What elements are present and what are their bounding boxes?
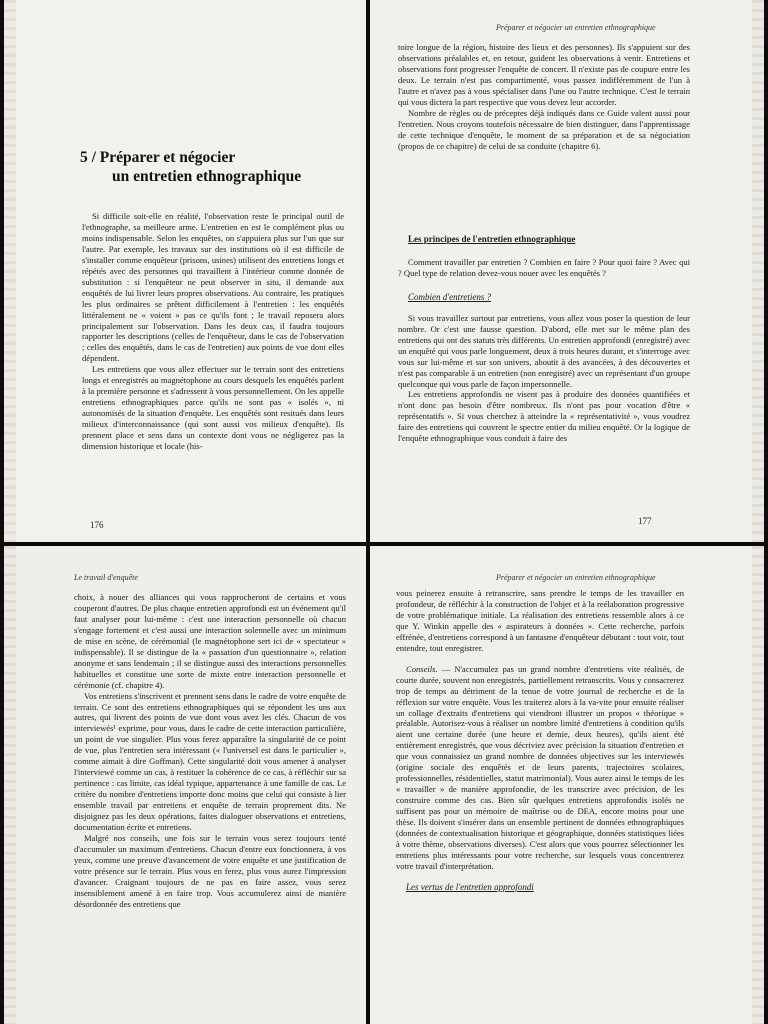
body-text [82, 211, 344, 452]
page-177 [370, 0, 764, 542]
running-head: Préparer et négocier un entretien ethnographique [496, 573, 656, 582]
subsection-heading: Les vertus de l'entretien approfondi [406, 881, 534, 892]
subsection-heading: Combien d'entretiens ? [408, 291, 492, 302]
paragraph: vous peinerez ensuite à retranscrire, sans prendre le temps de les travailler en profondeur, de réfléchir à la construction de l'objet et à la reélaboration progressive de votre problématique initiale. La réalisation des entretiens ressemble alors à ce que Y. Winkin appelle des « aspirateurs à données ». Cette recherche, parfois effrénée, d'entretiens correspond à un fantasme d'enquêteur débutant : tout voir, tout entendre, tout enregistrer. [396, 588, 684, 653]
section-principles [398, 234, 690, 444]
conseils-paragraph [396, 664, 684, 872]
paragraph: Si vous travaillez surtout par entretiens, vous allez vous poser la question de leur nombre. Or c'est une fausse question. D'abord, elle met sur le même plan des entretiens qui ont des statuts très différents. Un entretien approfondi (enregistré) avec un enquêté qui vous parle longuement, deux à trois heures durant, et s'interroge avec vous sur lui-même et sur son univers, aboutit à des avancées, à des découvertes et n'est pas comparable à un entretien (non enregistré) avec un représentant d'un groupe quelconque qui vous parle de façon impersonnelle. [398, 312, 690, 389]
conseils-text: — N'accumulez pas un grand nombre d'entretiens vite réalisés, de courte durée, souvent non enregistrés, partiellement retranscrits. Vous y consacrerez trop de temps au détriment de la tenue de votre journal de recherche et de la réflexion sur votre enquête. Vous les traiterez alors à la va-vite pour ensuite réaliser un collage d'extraits d'entretiens qui viendront illustrer un propos « théorique » préalable. Autorisez-vous à réaliser un nombre limité d'entretiens à condition qu'ils aient une certaine durée (une heure et demie, deux heures), qu'ils aient été entièrement enregistrés, que vous décriviez avec précision la situation d'entretien et que vous connaissiez un grand nombre de données objectives sur les interviewés (origine sociale des enquêtés et de leurs parents, trajectoires scolaires, professionnelles, résidentielles, statut matrimonial). Vous aurez ainsi le temps de les « travailler » de manière approfondie, de les transcrire avec précision, de les construire comme des cas. Bien sûr quelques entretiens approfondis isolés ne suffisent pas pour un mémoire de maîtrise ou de DEA, encore moins pour une thèse. Ils doivent s'insérer dans un ensemble pertinent de données ethnographiques (données de contextualisation historique et géographique, données statistiques liées à votre thème, observations diverses). C'est alors que vous pourrez sélectionner les entretiens plus intéressants pour votre recherche, sur lesquels vous concentrerez votre travail d'interprétation. [396, 663, 684, 871]
page-gutter-shadow [752, 0, 764, 542]
paragraph: choix, à nouer des alliances qui vous rapprocheront de certains et vous couperont d'autres. De plus chaque entretien approfondi est un événement qu'il faut analyser pour lui-même : c'est une interaction personnelle où chacun s'engage fortement et c'est aussi une interaction solennelle avec un minimum de mise en scène, de cérémonial (le magnétophone sert ici de « spectateur » indispensable). Il se distingue de la « passation d'un questionnaire », relation anonyme et sans lendemain ; il se distingue aussi des interactions personnelles habituelles et constitue une sorte de mixte entre interaction personnelle et cérémonie (cf. chapitre 4). [74, 592, 346, 690]
page-number: 176 [90, 520, 104, 530]
chapter-title-line-1: 5 / Préparer et négocier [80, 149, 236, 166]
paragraph: Les entretiens que vous allez effectuer sur le terrain sont des entretiens longs et enregistrés au magnétophone au cours desquels les enquêtés parlent à la première personne et s'adressent à vous personnellement. On les appelle entretiens ethnographiques parce qu'ils ne sont pas « isolés », ni autonomisés de la situation d'enquête. Les enquêtés sont resitués dans leurs milieux d'interconnaissance (qui sont aussi vos milieux d'enquête). Ils prennent place et sens dans un contexte dont vous ne négligerez pas la dimension historique et locale (his- [82, 364, 344, 452]
conseils-label: Conseils. [406, 663, 438, 674]
body-text [396, 588, 684, 893]
page-number: 177 [638, 516, 652, 526]
paragraph: Malgré nos conseils, une fois sur le terrain vous serez toujours tenté d'accumuler un maximum d'entretiens. Chacun d'entre eux fonctionnera, à vos yeux, comme une preuve d'avancement de votre enquête et une justification de votre présence sur le terrain. Plus vous en ferez, plus vous aurez l'impression d'avancer. Craignant toujours de ne pas en faire assez, vous serez insensiblement amené à en faire trop. Vous accumulerez ainsi de manière désordonnée des entretiens que [74, 832, 346, 909]
page-179 [370, 546, 764, 1024]
running-head: Le travail d'enquête [74, 573, 138, 582]
paragraph: Nombre de règles ou de préceptes déjà indiqués dans ce Guide valent aussi pour l'entretien. Nous croyons toutefois nécessaire de bien distinguer, dans l'apprentissage de cette technique d'enquête, le moment de sa préparation et de sa négociation (propos de ce chapitre) de celui de sa conduite (chapitre 6). [398, 107, 690, 151]
body-text-top [398, 42, 690, 152]
section-heading: Les principes de l'entretien ethnographique [408, 234, 576, 244]
paragraph: Vos entretiens s'inscrivent et prennent sens dans le cadre de votre enquête de terrain. Ce sont des entretiens ethnographiques qui se répondent les uns aux autres, qui livrent des points de vue dont vous avez les clés. Chacun de vos interviewés¹ exprime, pour vous, dans le cadre de cette interaction particulière, un point de vue singulier. Plus vous ferez apparaître la singularité de ce point de vue, plus l'entretien sera intéressant (« l'universel est dans le particulier », comme aimait à dire Goffman). Cette singularité doit vous amener à analyser l'interviewé comme un cas, à restituer la cohérence de ce cas, à réfléchir sur sa pertinence : cas limite, cas idéal typique, appartenance à une famille de cas. Le critère du nombre d'entretiens importe donc moins que celui qui consiste à lier ensemble travail par entretiens et enquête de terrain proprement dits. Ne disjoignez pas les deux opérations, faites dialoguer observations et entretiens, documentation écrite et entretiens. [74, 690, 346, 833]
paragraph: Si difficile soit-elle en réalité, l'observation reste le principal outil de l'ethnographe, sa meilleure arme. L'entretien en est le complément plus ou moins indispensable. Selon les enquêtes, on s'appuiera plus sur l'un que sur l'autre. Par exemple, les travaux sur des institutions où il est difficile de s'installer comme enquêteur (prisons, usines) utilisent des entretiens longs et répétés avec des personnes qui travaillent à l'intérieur comme donnée de substitution : si l'enquêteur ne peut observer in situ, il demande aux enquêtés de lui livrer leurs propres observations. Au contraire, les pratiques les plus ordinaires se prêtent difficilement à l'entretien : les enquêtés littéralement ne « voient » pas ce qu'ils font ; le travail reposera alors principalement sur l'observation. Dans les deux cas, il faudra toujours rapporter les descriptions (celles de l'enquêteur, dans le cas de l'observation ; celles des enquêtés, dans le cas de l'entretien) aux points de vue dont elles dépendent. [82, 211, 344, 364]
paragraph: toire longue de la région, histoire des lieux et des personnes). Ils s'appuient sur des observations préalables et, en retour, guident les observations à venir. Entretiens et observations font progresser l'enquête de concert. Il n'existe pas de coupure entre les deux. Le terrain n'est pas compartimenté, vous passez indifféremment de l'un à l'autre et n'avez pas à vous spécialiser dans l'une ou l'autre technique. C'est le terrain qui vous dictera la part respective que vous devez leur accorder. [398, 42, 690, 107]
chapter-title [80, 148, 301, 186]
paragraph: Les entretiens approfondis ne visent pas à produire des données quantifiées et n'ont donc pas besoin d'être nombreux. Ils n'ont pas pour vocation d'être « représentatifs ». Si vous cherchez à atteindre la « représentativité », vous voudrez faire des entretiens qui couvrent le spectre entier du milieu enquêté. Or la logique de l'enquête ethnographique vous conduit à faire des [398, 389, 690, 444]
page-gutter-shadow [4, 546, 16, 1024]
page-gutter-shadow [4, 0, 16, 542]
page-176 [4, 0, 366, 542]
chapter-title-line-2: un entretien ethnographique [112, 168, 302, 185]
body-text [74, 592, 346, 910]
running-head: Préparer et négocier un entretien ethnographique [496, 23, 656, 32]
paragraph: Comment travailler par entretien ? Combien en faire ? Pour quoi faire ? Avec qui ? Quel type de relation devez-vous nouer avec les enquêtés ? [398, 256, 690, 278]
page-178 [4, 546, 366, 1024]
page-gutter-shadow [752, 546, 764, 1024]
